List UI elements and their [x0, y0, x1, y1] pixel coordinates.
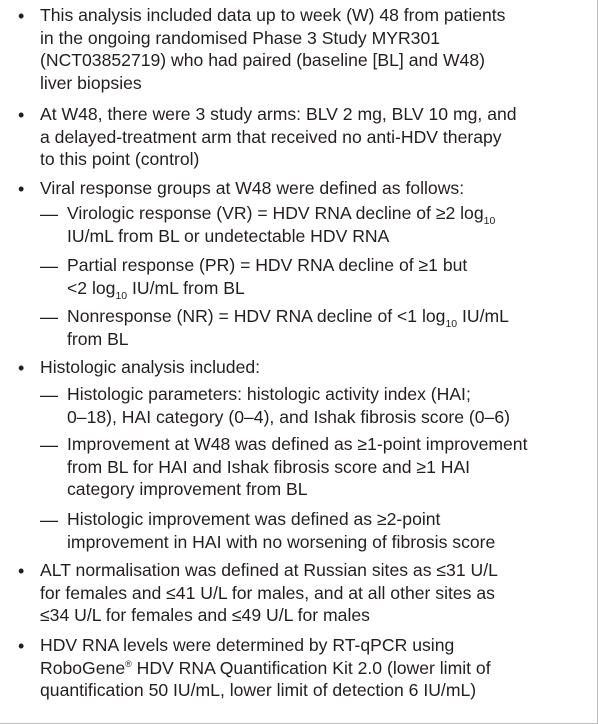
text-segment: IU/mL [457, 306, 509, 326]
bullet-marker: • [18, 6, 25, 26]
text-segment: HDV RNA Quantification Kit 2.0 (lower limit of [131, 657, 491, 678]
bullet-marker: • [18, 636, 25, 656]
text-line: category improvement from BL [67, 479, 308, 500]
dash-marker: — [40, 510, 58, 530]
bullet-text [40, 559, 498, 627]
text-line: Improvement at W48 was defined as ≥1-point improvement [67, 434, 528, 454]
text-line: Histologic parameters: histologic activity index (HAI; [67, 384, 471, 404]
bullet-text [40, 177, 464, 200]
registered-mark: ® [125, 658, 132, 669]
dash-marker: — [40, 307, 58, 327]
text-line [67, 277, 467, 300]
text-line: Histologic improvement was defined as ≥2-point [67, 509, 441, 529]
text-line [67, 305, 509, 328]
text-line: (NCT03852719) who had paired (baseline [BL] and W48) [40, 50, 485, 71]
text-line: At W48, there were 3 study arms: BLV 2 mg, BLV 10 mg, and [40, 104, 517, 124]
bullet-text [40, 4, 505, 94]
bullet-text [40, 634, 491, 702]
text-line: 0–18), HAI category (0–4), and Ishak fibrosis score (0–6) [67, 406, 510, 427]
text-line: from BL [67, 328, 129, 349]
subitem-text [67, 305, 509, 350]
bullet-text [40, 356, 260, 379]
subscript: 10 [115, 289, 128, 302]
text-line: improvement in HAI with no worsening of fibrosis score [67, 531, 496, 552]
subitem-text [67, 433, 527, 501]
subitem-text [67, 202, 495, 247]
text-line: ≤34 U/L for females and ≤49 U/L for males [40, 605, 370, 626]
text-line: This analysis included data up to week (W) 48 from patients [40, 5, 506, 25]
subscript: 10 [445, 318, 458, 330]
text-segment: <2 log [67, 277, 116, 298]
subitem-text [67, 254, 468, 302]
text-line: ALT normalisation was defined at Russian sites as ≤31 U/L [40, 560, 498, 580]
text-line [40, 657, 491, 680]
text-line: HDV RNA levels were determined by RT-qPCR using [40, 635, 455, 655]
text-line: a delayed-treatment arm that received no anti-HDV therapy [40, 126, 502, 147]
text-line: from BL for HAI and Ishak fibrosis score and ≥1 HAI [67, 456, 471, 477]
bullet-marker: • [18, 105, 25, 125]
text-line: Histologic analysis included: [40, 357, 261, 377]
text-line [67, 202, 495, 225]
bullet-marker: • [18, 561, 25, 581]
dash-marker: — [40, 385, 58, 405]
subitem-text [67, 383, 510, 428]
text-line: Viral response groups at W48 were defined as follows: [40, 178, 465, 198]
text-segment: RoboGene [40, 657, 126, 678]
text-segment: Nonresponse (NR) = HDV RNA decline of <1 log [67, 306, 446, 326]
text-line: Partial response (PR) = HDV RNA decline of ≥1 but [67, 255, 468, 275]
bullet-marker: • [18, 358, 25, 378]
text-line: liver biopsies [40, 72, 142, 93]
text-line: IU/mL from BL or undetectable HDV RNA [67, 225, 390, 246]
dash-marker: — [40, 256, 58, 276]
text-line: in the ongoing randomised Phase 3 Study MYR301 [40, 27, 441, 48]
subitem-text [67, 508, 495, 553]
text-line: for females and ≤41 U/L for males, and at all other sites as [40, 582, 495, 603]
dash-marker: — [40, 204, 58, 224]
dash-marker: — [40, 435, 58, 455]
text-segment: IU/mL from BL [127, 277, 245, 298]
text-line: quantification 50 IU/mL, lower limit of detection 6 IU/mL) [40, 680, 477, 701]
bullet-marker: • [18, 179, 25, 199]
text-line: to this point (control) [40, 149, 200, 170]
bullet-text [40, 103, 517, 171]
text-segment: Virologic response (VR) = HDV RNA decline of ≥2 log [67, 203, 484, 223]
subscript: 10 [483, 215, 496, 227]
